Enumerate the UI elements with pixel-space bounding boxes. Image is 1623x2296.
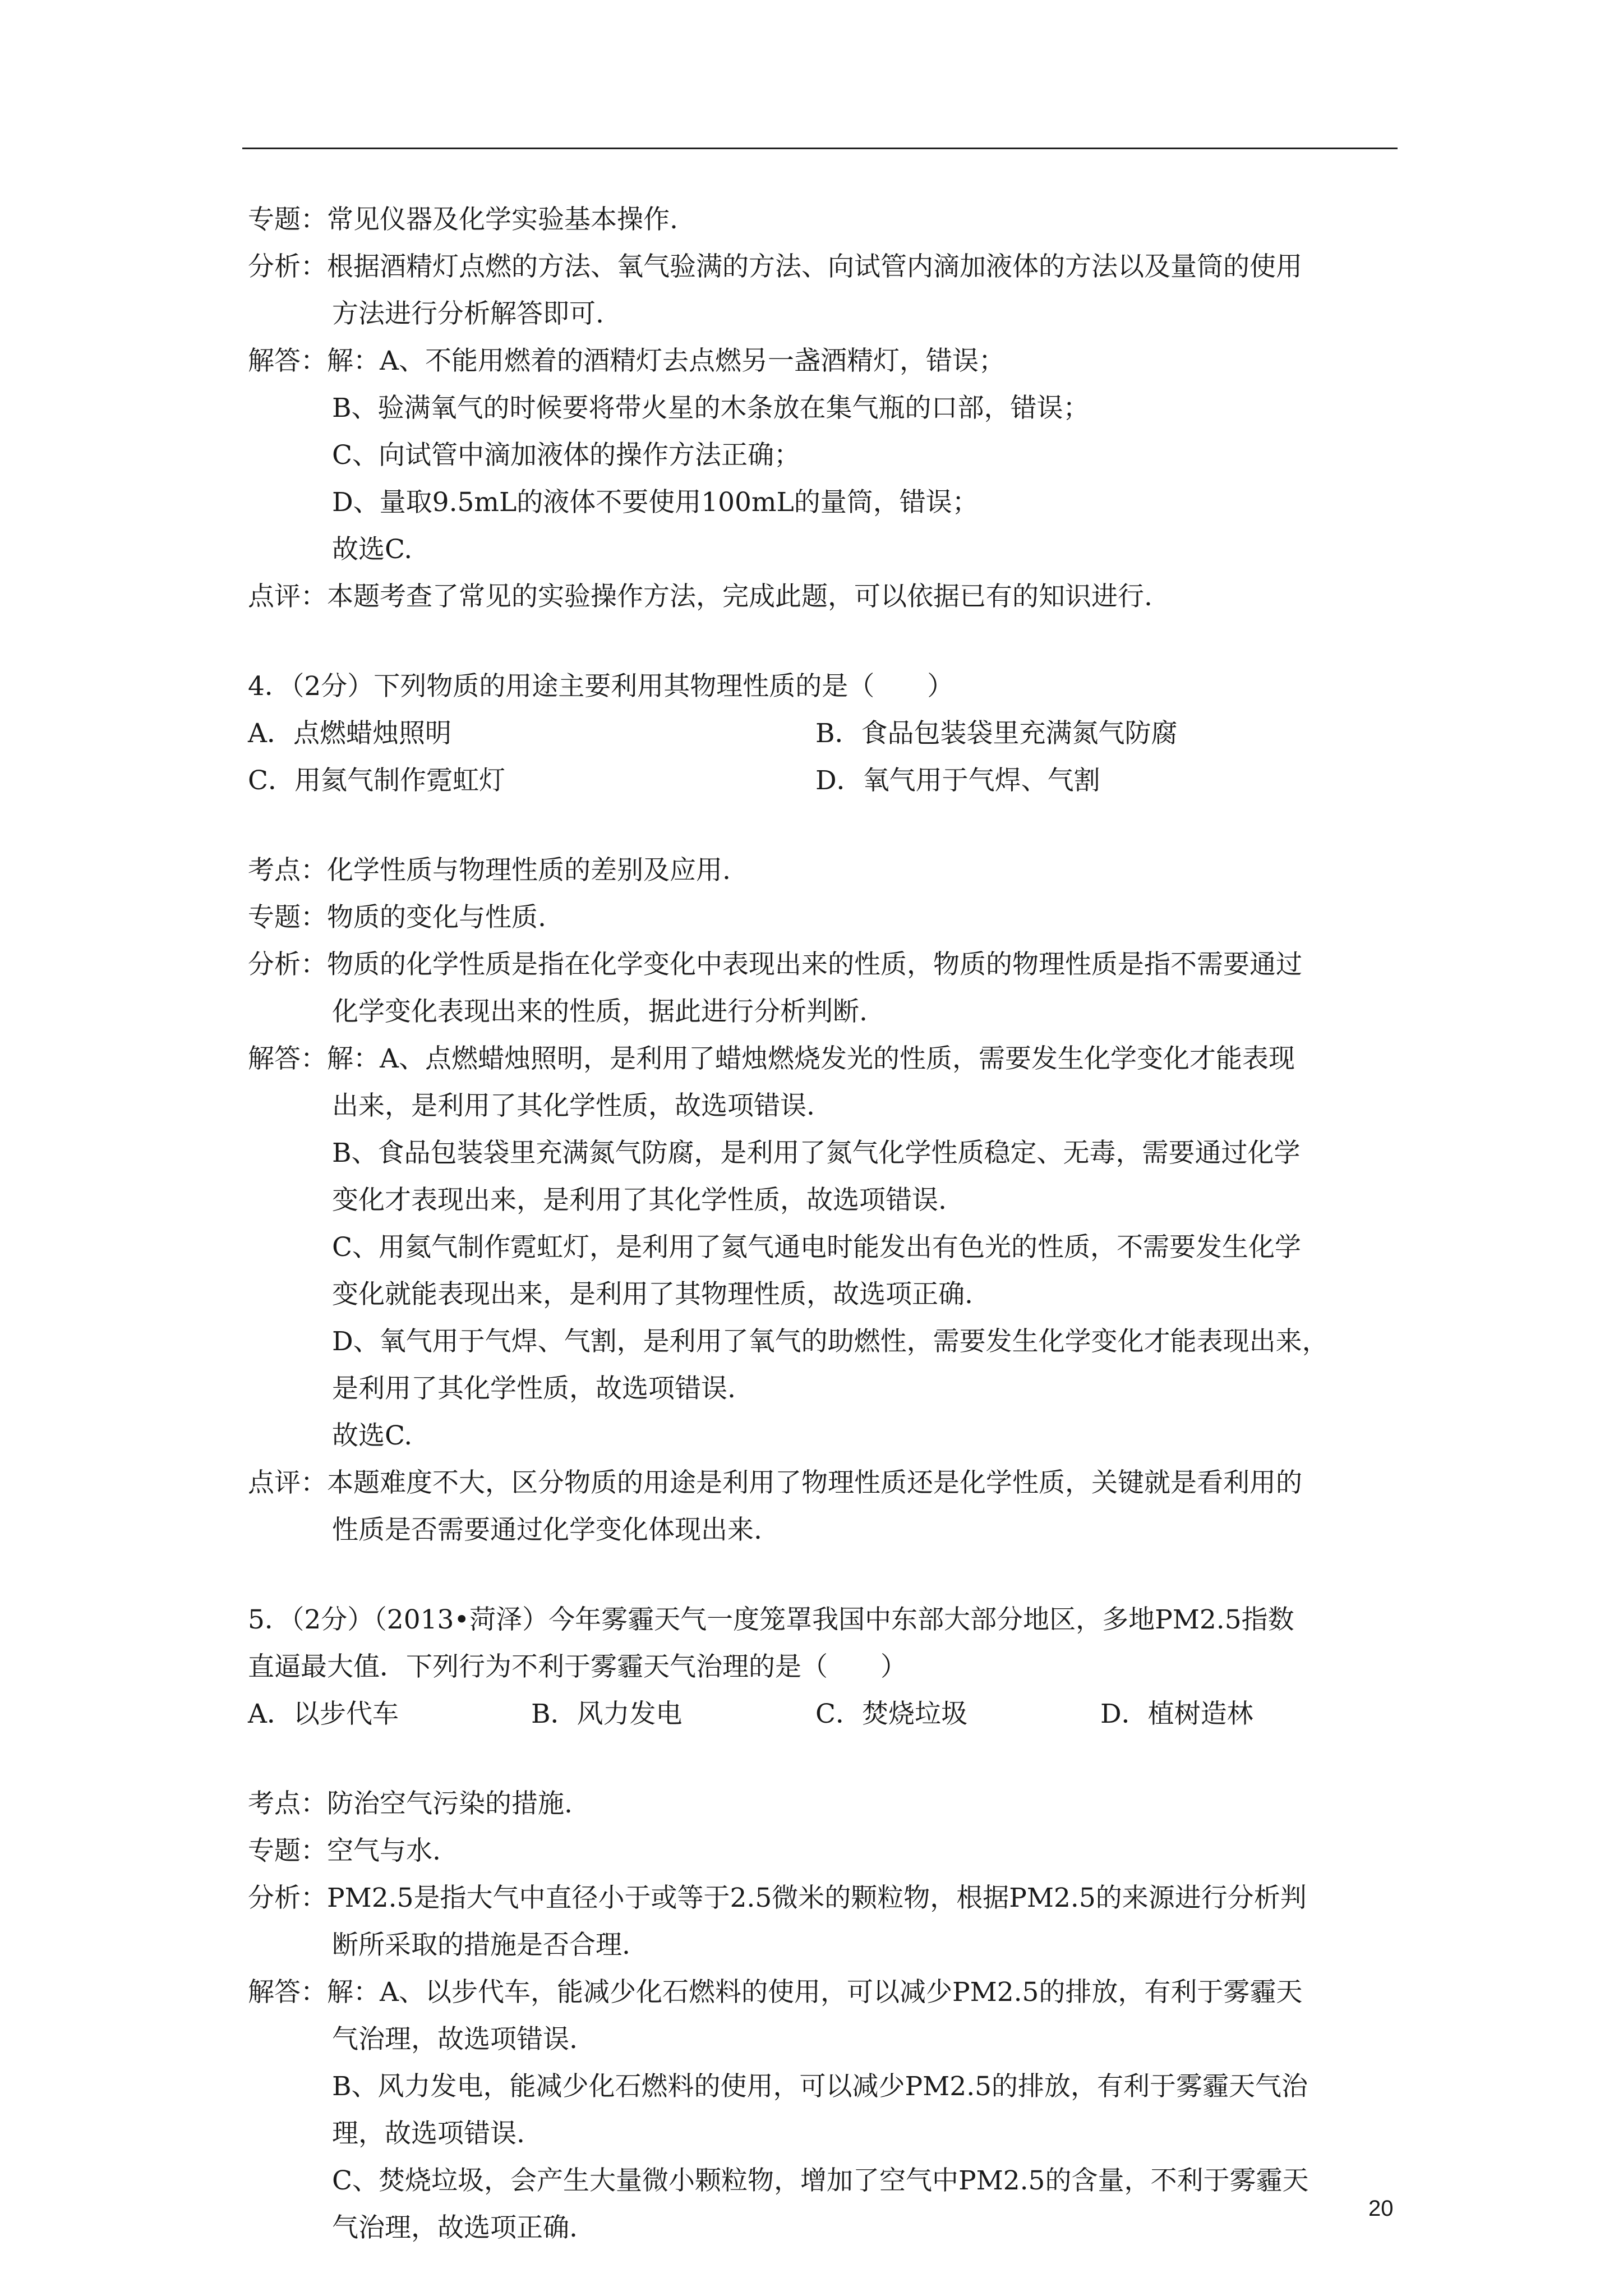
q5-topic bbox=[248, 1828, 1403, 1875]
q4-options-row-1 bbox=[248, 710, 1403, 757]
q4-option-c: C．用氦气制作霓虹灯 bbox=[248, 765, 505, 796]
answer-label: 解答： bbox=[248, 1043, 327, 1074]
page-content bbox=[248, 196, 1403, 2252]
point-text: 化学性质与物理性质的差别及应用. bbox=[327, 855, 731, 886]
q4-answer-choice: 故选C. bbox=[332, 1420, 413, 1451]
answer-text: 解：A、不能用燃着的酒精灯去点燃另一盏酒精灯，错误； bbox=[327, 346, 1005, 376]
q5-stem-cont: 直逼最大值．下列行为不利于雾霾天气治理的是（ ） bbox=[248, 1651, 907, 1682]
q5-options-row bbox=[248, 1691, 1403, 1738]
q3-answer-b: B、验满氧气的时候要将带火星的木条放在集气瓶的口部，错误； bbox=[332, 393, 1090, 424]
q5-option-b: B．风力发电 bbox=[531, 1699, 683, 1729]
analysis-label: 分析： bbox=[248, 251, 327, 282]
q3-analysis bbox=[248, 243, 1403, 291]
q3-answer-c: C、向试管中滴加液体的操作方法正确； bbox=[332, 440, 800, 471]
q5-stem: 5．（2分）（2013•菏泽）今年雾霾天气一度笼罩我国中东部大部分地区，多地PM2.5指数 bbox=[248, 1604, 1294, 1635]
q4-comment-cont: 性质是否需要通过化学变化体现出来. bbox=[332, 1515, 762, 1545]
q3-answer bbox=[248, 338, 1403, 385]
topic-text: 物质的变化与性质. bbox=[327, 902, 546, 933]
point-label: 考点： bbox=[248, 855, 327, 886]
q4-topic bbox=[248, 894, 1403, 941]
q5-option-d: D．植树造林 bbox=[1100, 1699, 1253, 1729]
q4-point bbox=[248, 847, 1403, 894]
q3-comment bbox=[248, 573, 1403, 620]
comment-label: 点评： bbox=[248, 581, 327, 612]
q5-option-c: C．焚烧垃圾 bbox=[815, 1699, 967, 1729]
answer-text: 解：A、点燃蜡烛照明，是利用了蜡烛燃烧发光的性质，需要发生化学变化才能表现 bbox=[327, 1043, 1295, 1074]
comment-text: 本题难度不大，区分物质的用途是利用了物理性质还是化学性质，关键就是看利用的 bbox=[327, 1467, 1302, 1498]
q3-answer-choice: 故选C. bbox=[332, 534, 413, 565]
answer-label: 解答： bbox=[248, 346, 327, 376]
answer-text: 解：A、以步代车，能减少化石燃料的使用，可以减少PM2.5的排放，有利于雾霾天 bbox=[327, 1977, 1303, 2008]
q4-answer-line-8: 是利用了其化学性质，故选项错误. bbox=[332, 1373, 736, 1404]
q4-option-d: D．氧气用于气焊、气割 bbox=[815, 765, 1100, 796]
q4-answer-line-3: B、食品包装袋里充满氮气防腐，是利用了氮气化学性质稳定、无毒，需要通过化学 bbox=[332, 1138, 1301, 1168]
analysis-text: 物质的化学性质是指在化学变化中表现出来的性质，物质的物理性质是指不需要通过 bbox=[327, 949, 1302, 980]
comment-label: 点评： bbox=[248, 1467, 327, 1498]
header-rule bbox=[242, 148, 1398, 149]
q4-stem: 4．（2分）下列物质的用途主要利用其物理性质的是（ ） bbox=[248, 671, 954, 702]
comment-text: 本题考查了常见的实验操作方法，完成此题，可以依据已有的知识进行. bbox=[327, 581, 1152, 612]
topic-text: 空气与水. bbox=[327, 1835, 441, 1866]
q5-answer-line-6: 气治理，故选项正确. bbox=[332, 2212, 578, 2243]
q5-answer-line-3: B、风力发电，能减少化石燃料的使用，可以减少PM2.5的排放，有利于雾霾天气治 bbox=[332, 2071, 1308, 2102]
page-number: 20 bbox=[1368, 2196, 1394, 2221]
q4-option-b: B．食品包装袋里充满氮气防腐 bbox=[815, 718, 1178, 749]
q5-analysis-cont: 断所采取的措施是否合理. bbox=[332, 1930, 630, 1961]
q4-options-row-2 bbox=[248, 757, 1403, 804]
q3-answer-d: D、量取9.5mL的液体不要使用100mL的量筒，错误； bbox=[332, 487, 979, 518]
q4-answer bbox=[248, 1036, 1403, 1083]
analysis-text: 根据酒精灯点燃的方法、氧气验满的方法、向试管内滴加液体的方法以及量筒的使用 bbox=[327, 251, 1302, 282]
point-text: 防治空气污染的措施. bbox=[327, 1788, 573, 1819]
q5-answer bbox=[248, 1969, 1403, 2016]
answer-label: 解答： bbox=[248, 1977, 327, 2008]
q5-option-a: A．以步代车 bbox=[248, 1699, 399, 1729]
q4-analysis-cont: 化学变化表现出来的性质，据此进行分析判断. bbox=[332, 996, 868, 1027]
q5-answer-line-5: C、焚烧垃圾，会产生大量微小颗粒物，增加了空气中PM2.5的含量，不利于雾霾天 bbox=[332, 2165, 1309, 2196]
analysis-label: 分析： bbox=[248, 949, 327, 980]
q4-answer-line-7: D、氧气用于气焊、气割，是利用了氧气的助燃性，需要发生化学变化才能表现出来， bbox=[332, 1326, 1329, 1357]
q4-option-a: A．点燃蜡烛照明 bbox=[248, 718, 451, 749]
q5-answer-line-2: 气治理，故选项错误. bbox=[332, 2024, 578, 2055]
point-label: 考点： bbox=[248, 1788, 327, 1819]
q5-answer-line-4: 理，故选项错误. bbox=[332, 2118, 525, 2149]
analysis-label: 分析： bbox=[248, 1883, 327, 1913]
q4-analysis bbox=[248, 941, 1403, 988]
q3-analysis-cont: 方法进行分析解答即可. bbox=[332, 298, 604, 329]
q4-comment bbox=[248, 1460, 1403, 1507]
topic-label: 专题： bbox=[248, 1835, 327, 1866]
q5-point bbox=[248, 1780, 1403, 1828]
topic-text: 常见仪器及化学实验基本操作. bbox=[327, 204, 678, 235]
topic-label: 专题： bbox=[248, 204, 327, 235]
q4-answer-line-4: 变化才表现出来，是利用了其化学性质，故选项错误. bbox=[332, 1185, 947, 1216]
topic-label: 专题： bbox=[248, 902, 327, 933]
q5-analysis bbox=[248, 1875, 1403, 1922]
analysis-text: PM2.5是指大气中直径小于或等于2.5微米的颗粒物，根据PM2.5的来源进行分析判 bbox=[327, 1883, 1307, 1913]
q4-answer-line-6: 变化就能表现出来，是利用了其物理性质，故选项正确. bbox=[332, 1279, 973, 1310]
q4-answer-line-2: 出来，是利用了其化学性质，故选项错误. bbox=[332, 1091, 815, 1121]
q4-answer-line-5: C、用氦气制作霓虹灯，是利用了氦气通电时能发出有色光的性质，不需要发生化学 bbox=[332, 1232, 1301, 1263]
q3-topic bbox=[248, 196, 1403, 243]
